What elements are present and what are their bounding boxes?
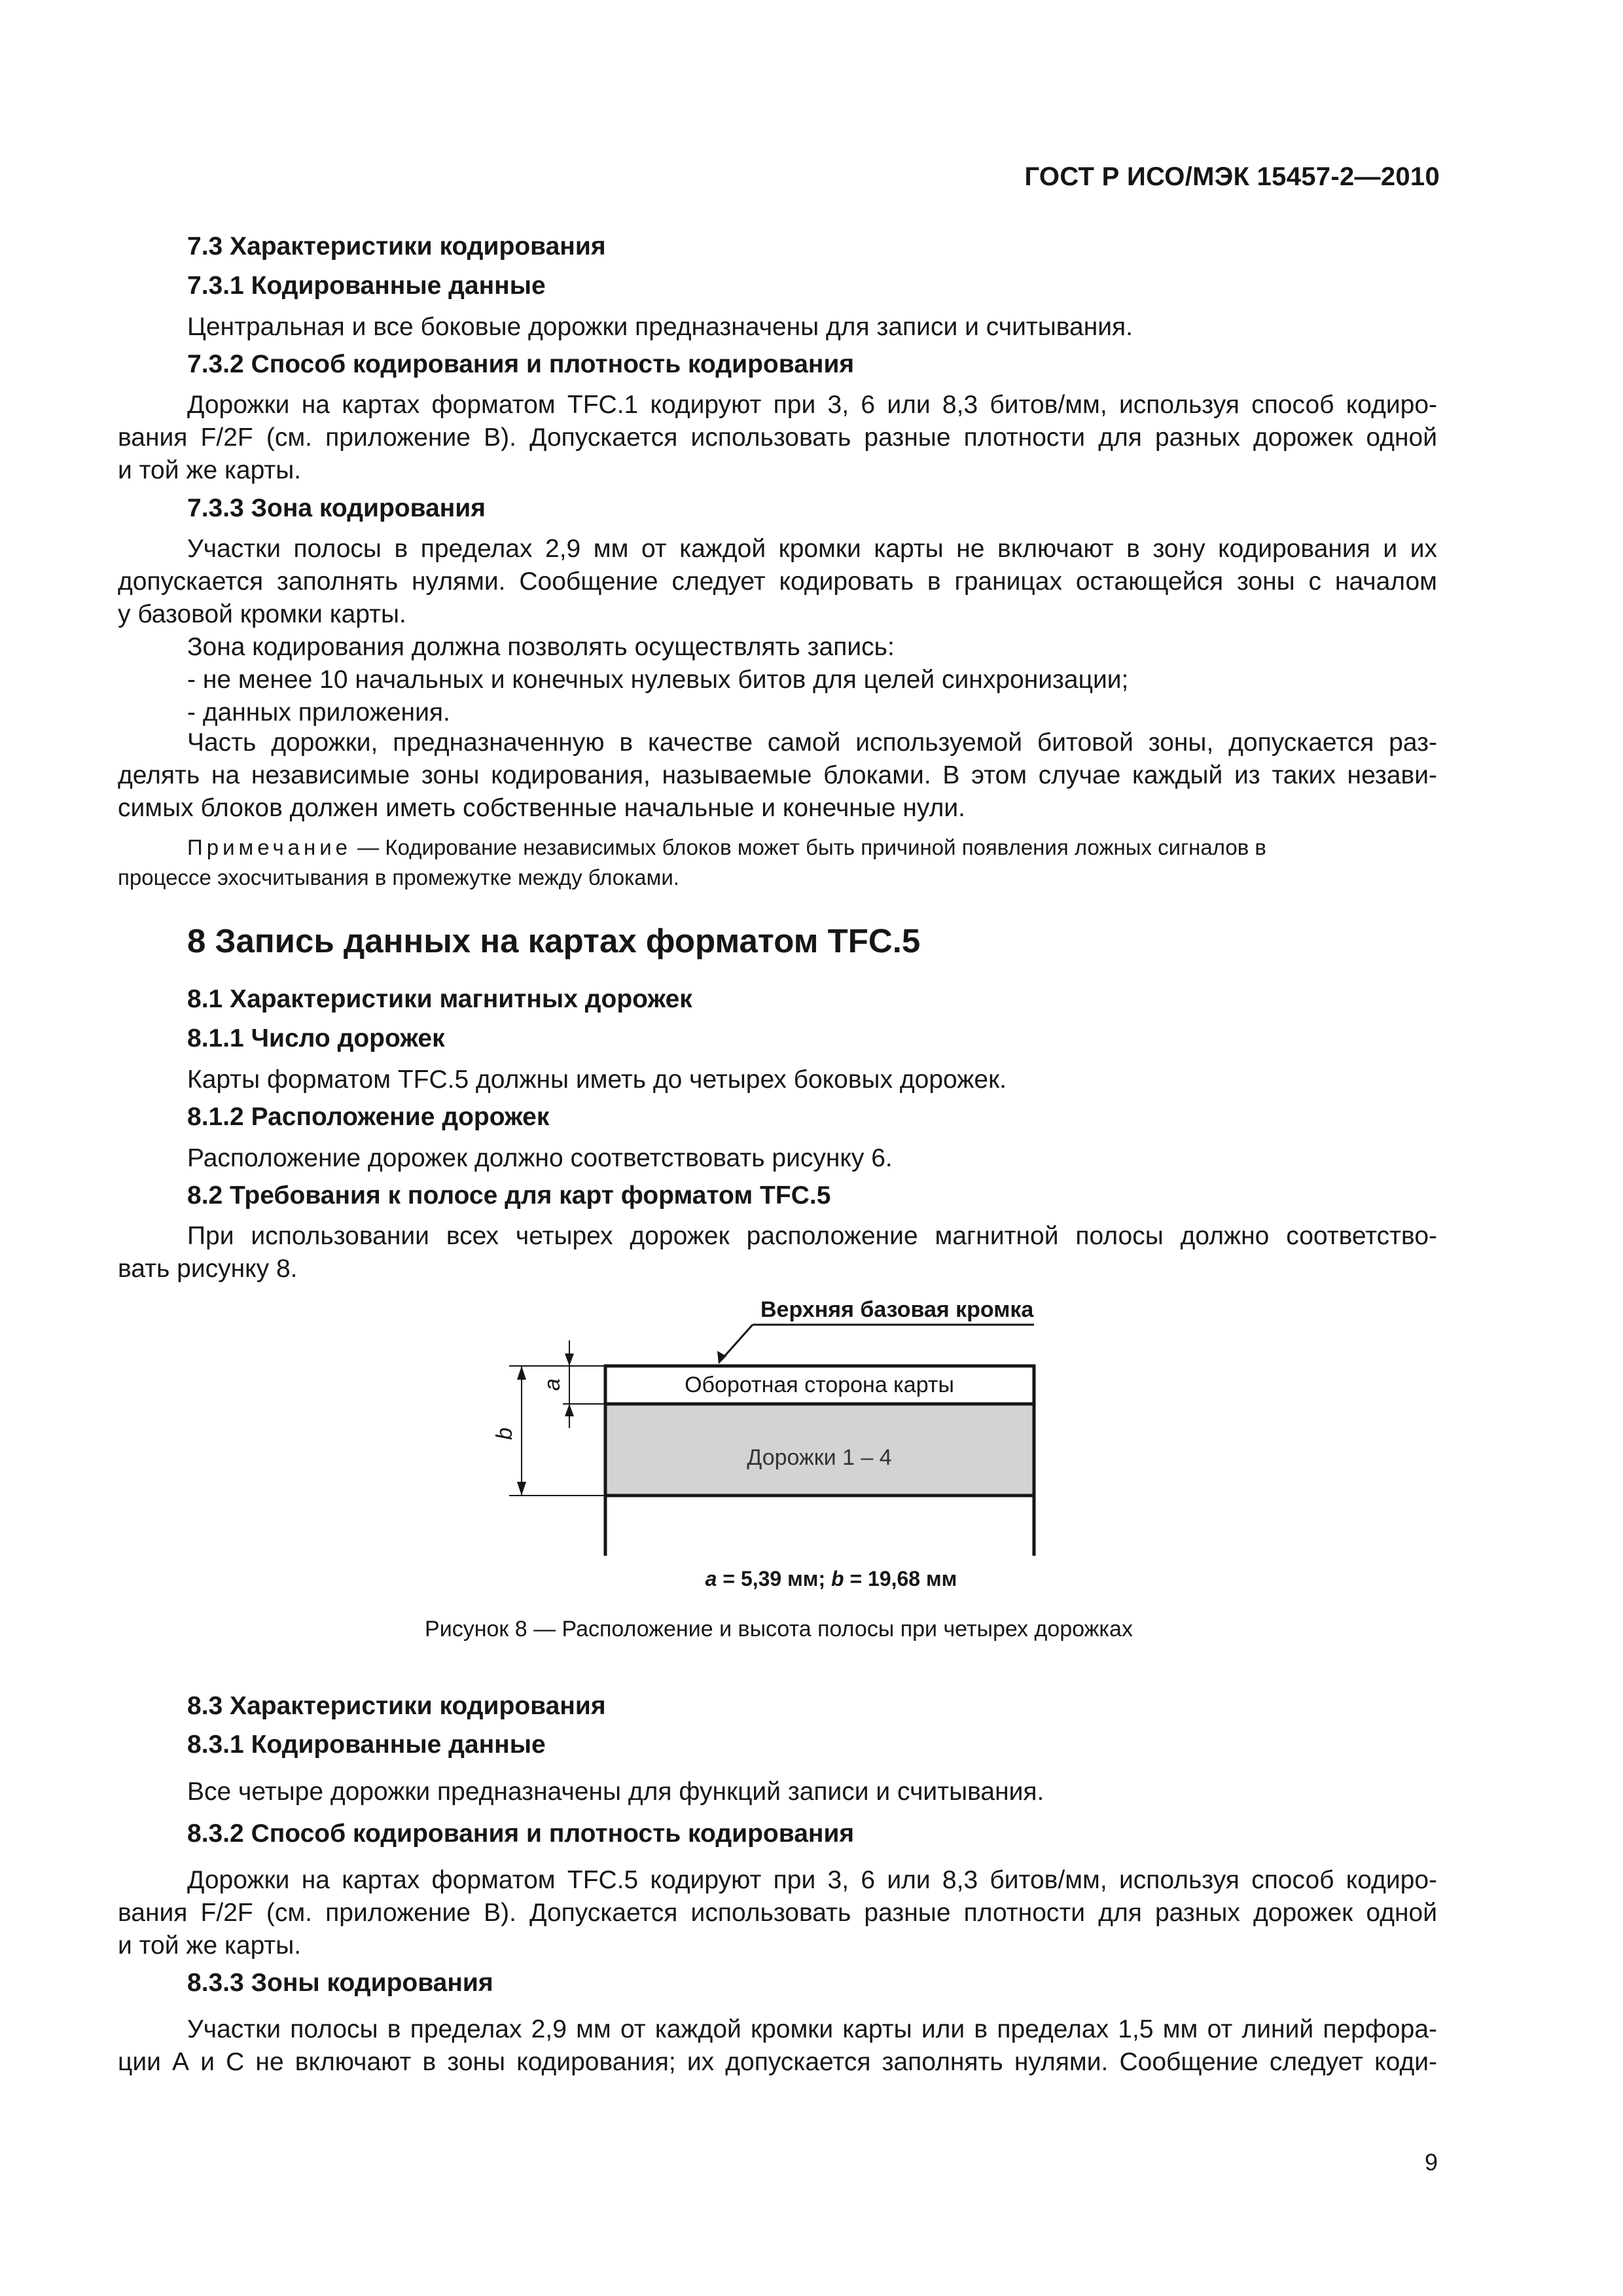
paragraph-blocks	[118, 726, 1437, 825]
section-heading-7-3: 7.3 Характеристики кодирования	[187, 232, 606, 260]
paragraph-7-3-3	[118, 533, 1437, 631]
paragraph-line: Дорожки на картах форматом TFC.5 кодируют при 3, 6 или 8,3 битов/мм, используя способ кодиро-	[187, 1866, 1437, 1894]
paragraph-line: Дорожки на картах форматом TFC.1 кодируют при 3, 6 или 8,3 битов/мм, используя способ кодиро-	[187, 391, 1437, 419]
paragraph-line: вания F/2F (см. приложение В). Допускается использовать разные плотности для разных дорожек одной	[118, 1899, 1437, 1927]
section-heading-8-2: 8.2 Требования к полосе для карт форматом TFC.5	[187, 1181, 831, 1210]
list-item: - данных приложения.	[187, 698, 450, 726]
section-heading-8: 8 Запись данных на картах форматом TFC.5	[187, 922, 921, 960]
tracks-label: Дорожки 1 – 4	[747, 1445, 892, 1470]
back-side-label: Оборотная сторона карты	[685, 1372, 954, 1397]
dimension-a-arrow-down-icon	[565, 1354, 574, 1366]
top-edge-arrow-icon	[717, 1351, 726, 1364]
paragraph-line: Часть дорожки, предназначенную в качестве самой используемой битовой зоны, допускается раз-	[187, 728, 1437, 757]
section-heading-8-1-2: 8.1.2 Расположение дорожек	[187, 1103, 550, 1131]
paragraph-line: и той же карты.	[118, 1931, 302, 1960]
section-heading-8-3-2: 8.3.2 Способ кодирования и плотность кодирования	[187, 1820, 855, 1848]
section-heading-8-3: 8.3 Характеристики кодирования	[187, 1692, 606, 1720]
paragraph-8-1-2: Расположение дорожек должно соответствовать рисунку 6.	[187, 1144, 893, 1172]
section-heading-8-3-3: 8.3.3 Зоны кодирования	[187, 1969, 493, 1997]
encoding-zone-list	[118, 631, 1437, 729]
document-header: ГОСТ Р ИСО/МЭК 15457-2—2010	[1024, 162, 1440, 191]
paragraph-7-3-1: Центральная и все боковые дорожки предназначены для записи и считывания.	[187, 313, 1133, 341]
paragraph-8-3-3	[118, 2013, 1437, 2079]
section-heading-7-3-2: 7.3.2 Способ кодирования и плотность кодирования	[187, 350, 855, 378]
paragraph-line: При использовании всех четырех дорожек расположение магнитной полосы должно соответство-	[187, 1222, 1437, 1250]
dimension-label-a: a	[540, 1378, 565, 1391]
paragraph-line: делять на независимые зоны кодирования, называемые блоками. В этом случае каждый из таких незави-	[118, 761, 1437, 789]
list-intro: Зона кодирования должна позволять осуществлять запись:	[187, 633, 895, 661]
list-item: - не менее 10 начальных и конечных нулевых битов для целей синхронизации;	[187, 666, 1129, 694]
note	[118, 833, 1437, 893]
paragraph-line: у базовой кромки карты.	[118, 600, 406, 628]
paragraph-8-1-1: Карты форматом TFC.5 должны иметь до четырех боковых дорожек.	[187, 1066, 1007, 1094]
section-heading-8-1-1: 8.1.1 Число дорожек	[187, 1024, 445, 1052]
paragraph-line: симых блоков должен иметь собственные начальные и конечные нули.	[118, 794, 965, 822]
note-text: — Кодирование независимых блоков может быть причиной появления ложных сигналов в	[351, 835, 1266, 859]
dimension-b-arrow-up-icon	[517, 1366, 526, 1380]
figure-8	[0, 1283, 1623, 1610]
note-label: Примечание	[187, 835, 352, 859]
top-edge-label: Верхняя базовая кромка	[760, 1297, 1034, 1322]
dimension-a-arrow-up-icon	[565, 1404, 574, 1416]
figure-caption: Рисунок 8 — Расположение и высота полосы при четырех дорожках	[425, 1617, 1133, 1641]
paragraph-8-3-2	[118, 1864, 1437, 1962]
section-heading-8-1: 8.1 Характеристики магнитных дорожек	[187, 985, 692, 1013]
paragraph-line: ции А и С не включают в зоны кодирования; их допускается заполнять нулями. Сообщение следует коди-	[118, 2048, 1437, 2076]
dimension-label-b: b	[492, 1427, 517, 1440]
paragraph-line: Участки полосы в пределах 2,9 мм от каждой кромки карты не включают в зону кодирования и их	[187, 535, 1437, 563]
section-heading-7-3-1: 7.3.1 Кодированные данные	[187, 272, 546, 300]
note-text: процессе эхосчитывания в промежутке между блоками.	[118, 865, 679, 889]
paragraph-line: вать рисунку 8.	[118, 1255, 298, 1283]
section-heading-8-3-1: 8.3.1 Кодированные данные	[187, 1731, 546, 1759]
paragraph-7-3-2	[118, 389, 1437, 487]
paragraph-line: и той же карты.	[118, 456, 302, 484]
page-number: 9	[1424, 2149, 1438, 2176]
paragraph-line: вания F/2F (см. приложение В). Допускается использовать разные плотности для разных дорожек одной	[118, 423, 1437, 452]
dimension-b-arrow-down-icon	[517, 1482, 526, 1496]
paragraph-line: Участки полосы в пределах 2,9 мм от каждой кромки карты или в пределах 1,5 мм от линий перфора-	[187, 2015, 1437, 2043]
paragraph-8-2	[118, 1220, 1437, 1285]
paragraph-8-3-1: Все четыре дорожки предназначены для функций записи и считывания.	[187, 1778, 1044, 1806]
paragraph-line: допускается заполнять нулями. Сообщение следует кодировать в границах остающейся зоны с началом	[118, 567, 1437, 596]
dimension-values: a = 5,39 мм; b = 19,68 мм	[705, 1567, 957, 1590]
section-heading-7-3-3: 7.3.3 Зона кодирования	[187, 494, 486, 522]
